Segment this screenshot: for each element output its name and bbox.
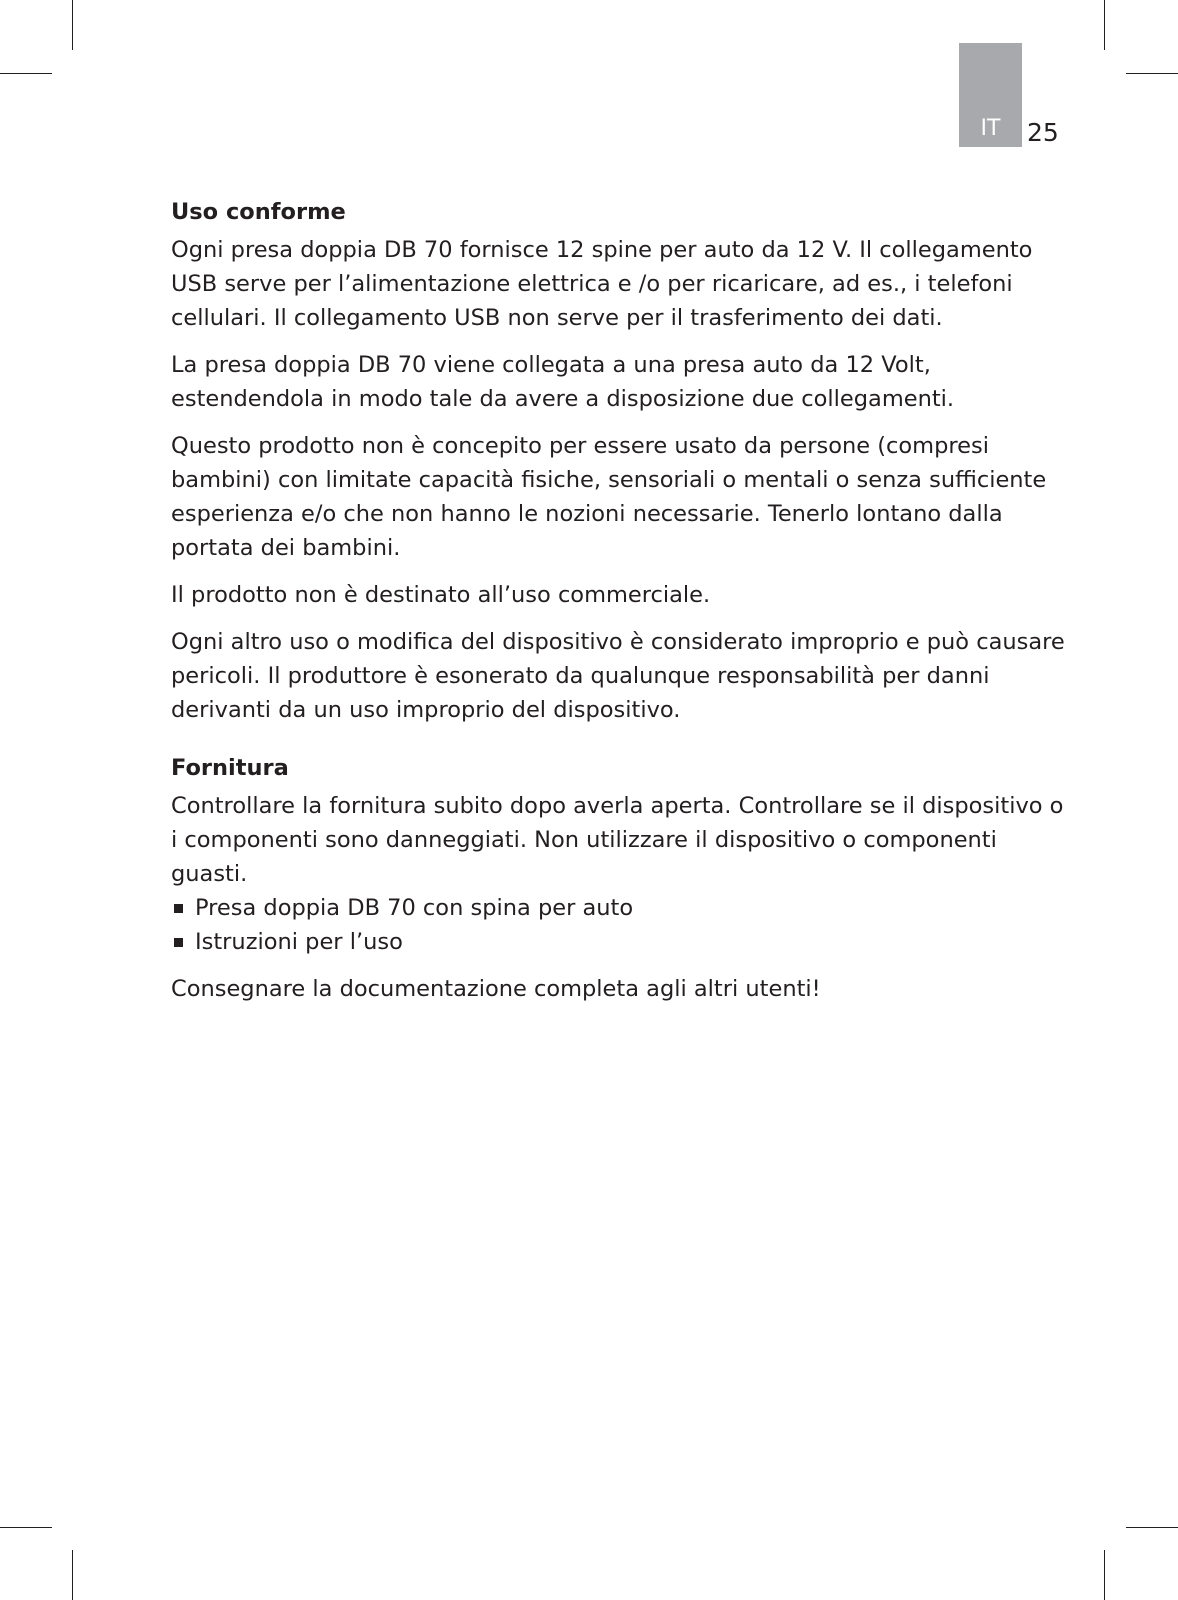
- paragraph: Il prodotto non è destinato all’uso commerciale.: [171, 582, 711, 608]
- section-heading-uso-conforme: Uso conforme: [171, 199, 346, 225]
- page-number: 25: [1027, 118, 1059, 147]
- language-tab: [959, 43, 1022, 147]
- paragraph: Ogni presa doppia DB 70 fornisce 12 spine per auto da 12 V. Il collegamento USB serve per l’alimentazione elettrica e /o per ricaricare, ad es., i telefoni cellulari. Il collegamento USB non serve per il trasferimento dei dati.: [171, 237, 1033, 331]
- crop-mark: [1126, 1527, 1178, 1528]
- section-heading-fornitura: Fornitura: [171, 755, 289, 781]
- supply-list: [171, 891, 1071, 959]
- list-item: [171, 925, 1071, 959]
- crop-mark: [72, 0, 73, 50]
- list-item: [171, 891, 1071, 925]
- crop-mark: [1104, 0, 1105, 50]
- crop-mark: [0, 73, 52, 74]
- bullet-square-icon: [174, 938, 183, 947]
- bullet-square-icon: [174, 904, 183, 913]
- crop-mark: [72, 1550, 73, 1600]
- paragraph: Questo prodotto non è concepito per essere usato da persone (compresi bambini) con limitate capacità fisiche, sensoriali o mentali o senza sufficiente esperienza e/o che non hanno le nozioni necessarie. Tenerlo lontano dalla portata dei bambini.: [171, 433, 1047, 561]
- list-item-text: Istruzioni per l’uso: [195, 929, 403, 955]
- paragraph: Consegnare la documentazione completa agli altri utenti!: [171, 976, 821, 1002]
- crop-mark: [1126, 73, 1178, 74]
- paragraph: Controllare la fornitura subito dopo averla aperta. Controllare se il dispositivo o i componenti sono danneggiati. Non utilizzare il dispositivo o componenti guasti.: [171, 793, 1064, 887]
- crop-mark: [1104, 1550, 1105, 1600]
- page-content: [171, 195, 1071, 1019]
- paragraph: Ogni altro uso o modifica del dispositivo è considerato improprio e può causare pericoli. Il produttore è esonerato da qualunque responsabilità per danni derivanti da un uso improprio del dispositivo.: [171, 629, 1065, 723]
- crop-mark: [0, 1527, 52, 1528]
- language-code: IT: [980, 116, 1001, 141]
- paragraph: La presa doppia DB 70 viene collegata a una presa auto da 12 Volt, estendendola in modo tale da avere a disposizione due collegamenti.: [171, 352, 955, 412]
- list-item-text: Presa doppia DB 70 con spina per auto: [195, 895, 634, 921]
